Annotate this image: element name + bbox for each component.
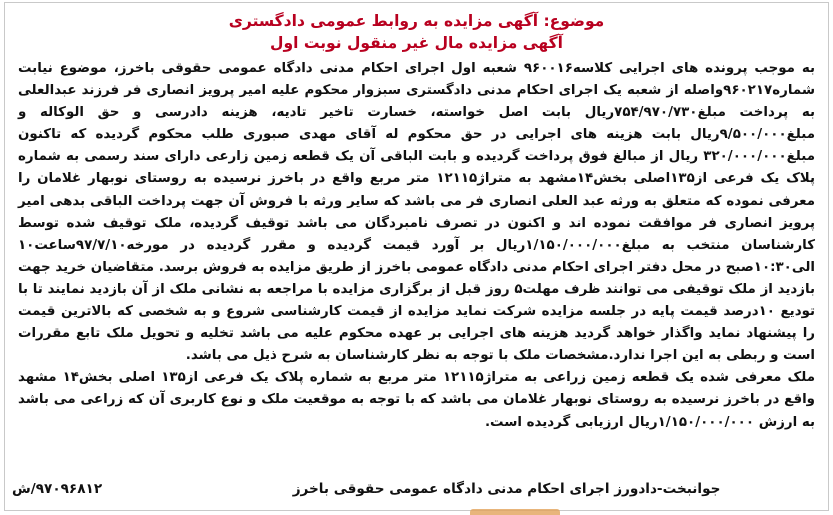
notice-paragraph-main: به موجب پرونده های اجرایی کلاسه۹۶۰۰۱۶ شعبه اول اجرای احکام مدنی دادگاه عمومی حقوقی باخرز، موضوع نیابت شماره۹۶۰۲۱۷واصله از شعبه یک اجرای احکام مدنی دادگستری سبزوار محکوم علیه امیر پرویز انصاری فر فرزند عبدالعلی به پرداخت مبلغ۷۵۴/۹۷۰/۷۳۰ریال بابت اصل خواسته، خسارت تاخیر تادیه، هزینه دادرسی و حق الوکاله و مبلغ۹/۵۰۰/۰۰۰ریال بابت هزینه های اجرایی در حق محکوم له آقای مهدی صبوری طلب محکوم گردیده که تاکنون مبلغ۳۲۰/۰۰۰/۰۰۰ ریال از مبالغ فوق پرداخت گردیده و بابت الباقی آن یک قطعه زمین زارعی دارای سند رسمی به شماره پلاک یک فرعی از۱۳۵اصلی بخش۱۴مشهد به متراژ۱۲۱۱۵ متر مربع واقع در باخرز نرسیده به روستای نوبهار غلامان را معرفی نموده که متعلق به ورثه عبد العلی انصاری فر می باشد که سایر ورثه با فروش آن جهت پرداخت الباقی بدهی امیر پرویز انصاری فر موافقت نموده اند و اکنون در تصرف نامبردگان می باشد توقیف گردیده، ملک توقیف شده توسط کارشناسان منتخب به مبلغ۱/۱۵۰/۰۰۰/۰۰۰ریال بر آورد قیمت گردیده و مقرر گردیده در مورخه۹۷/۷/۱۰ساعت۱۰ الی۱۰:۳۰صبح در محل دفتر اجرای احکام مدنی دادگاه عمومی باخرز از طریق مزایده به فروش برسد. متقاضیان خرید جهت بازدید از ملک توقیفی می توانند ظرف مهلت۵ روز قبل از برگزاری مزایده با مراجعه به نشانی ملک از آن بازدید نمایند تا با تودیع ۱۰درصد قیمت پایه در جلسه مزایده شرکت نماید مزایده از قیمت کارشناسی شروع و به شخصی که بالاترین قیمت را پیشنهاد نماید واگذار خواهد گردید هزینه های اجرایی بر عهده محکوم علیه می باشد تخلیه و تحویل ملک تابع مقررات است و ربطی به این اجرا ندارد.مشخصات ملک با توجه به نظر کارشناسان به شرح ذیل می باشد. <box>18 61 815 364</box>
signature-line: جوانبخت-دادورز اجرای احکام مدنی دادگاه عمومی حقوقی باخرز <box>292 481 721 497</box>
page-border <box>4 2 829 511</box>
notice-title: موضوع: آگهی مزایده به روابط عمومی دادگستری <box>228 12 605 30</box>
notice-paragraph-property: ملک معرفی شده یک قطعه زمین زراعی به متراژ۱۲۱۱۵ متر مربع به شماره پلاک یک فرعی از۱۳۵ اصلی بخش۱۴ مشهد واقع در باخرز نرسیده به روستای نوبهار غلامان می باشد که با توجه به موقعیت ملک و نوع کاربری آن که زراعی می باشد به ارزش ۱/۱۵۰/۰۰۰/۰۰۰ریال ارزیابی گردیده است. <box>18 370 815 430</box>
stamp-mark <box>470 509 560 515</box>
notice-footer <box>12 481 821 497</box>
reference-number: ۹۷۰۹۶۸۱۲/ش <box>12 481 103 497</box>
notice-subtitle: آگهی مزایده مال غیر منقول نوبت اول <box>270 34 563 52</box>
